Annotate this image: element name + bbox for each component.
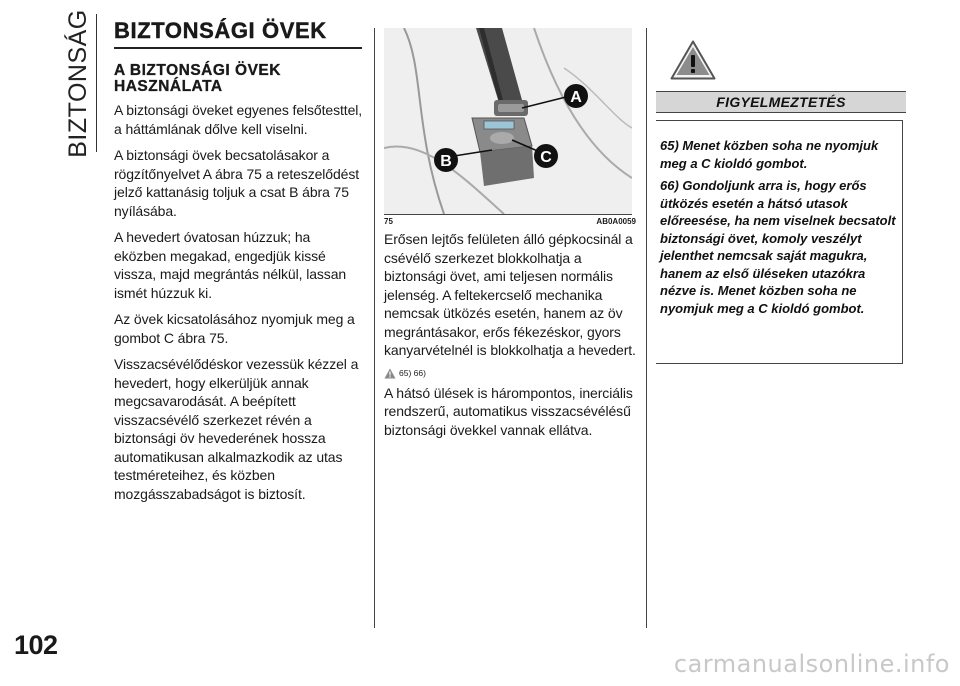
column-divider: [374, 28, 375, 628]
column-divider: [646, 28, 647, 628]
seatbelt-illustration: [384, 28, 632, 214]
watermark: carmanualsonline.info: [673, 650, 950, 678]
page-number: 102: [14, 630, 58, 660]
section-tab-rule: [96, 14, 97, 152]
figure-number: 75: [384, 217, 393, 226]
warning-item: [660, 177, 900, 317]
figure-label-c: [534, 144, 558, 168]
svg-text:B: B: [440, 153, 452, 170]
paragraph: Erősen lejtős felületen álló gépkocsinál a csévélő szerkezet blokkolhatja a biztonsági övet, ami teljesen normális jelenség. A feltekercselő mechanika nemcsak ütközés esetén, hanem az öv megrántásakor, erős fékezéskor, gyors kanyarvételnél is blokkolhatja a hevedert.: [384, 231, 636, 358]
figure-rule: [384, 214, 632, 215]
figure-label-a: [564, 84, 588, 108]
warning-triangle-icon: [384, 368, 396, 379]
paragraph: A biztonsági övek becsatolásakor a rögzítőnyelvet A ábra 75 a reteszelődést jelző kattanásig toljuk a csat B ábra 75 nyílásába.: [114, 147, 360, 219]
warning-item: [660, 137, 900, 172]
paragraph: Visszacsévélődéskor vezessük kézzel a hevedert, hogy elkerüljük annak megcsavarodását. A beépített visszacsévélő szerkezet révén a biztonsági öv hevederének hossza automatikusan alkalmazkodik az utas testméreteihez, és közben mozgásszabadságot is biztosít.: [114, 356, 359, 502]
figure-label-b: [434, 148, 458, 172]
warning-triangle-icon: [670, 40, 716, 80]
paragraph: Az övek kicsatolásához nyomjuk meg a gombot C ábra 75.: [114, 311, 355, 346]
column-1: [114, 18, 364, 511]
svg-text:A: A: [570, 89, 582, 106]
figure-caption: [384, 217, 636, 226]
warning-reference: [384, 368, 636, 379]
section-tab-label: BIZTONSÁG: [63, 8, 92, 158]
section-tab: [63, 8, 92, 158]
paragraph: A hevedert óvatosan húzzuk; ha eközben megakad, engedjük kissé vissza, majd megrántás nélkül, lassan ismét húzzuk ki.: [114, 229, 347, 301]
warning-title-bar: [656, 91, 906, 113]
paragraph: A hátsó ülések is hárompontos, inerciális rendszerű, automatikus visszacsévélésű biztonsági övekkel vannak ellátva.: [384, 384, 633, 438]
page-heading: BIZTONSÁGI ÖVEK: [114, 18, 362, 49]
paragraph: A biztonsági öveket egyenes felsőtesttel, a háttámlának dőlve kell viselni.: [114, 102, 363, 137]
warning-item-number: 66): [660, 178, 679, 193]
warning-title: FIGYELMEZTETÉS: [716, 94, 846, 110]
column-2: [384, 28, 636, 447]
warning-item-text: Menet közben soha ne nyomjuk meg a C kioldó gombot.: [660, 138, 879, 171]
seatbelt-figure: [384, 28, 632, 214]
warning-item-number: 65): [660, 138, 679, 153]
warning-box: [656, 120, 903, 364]
svg-text:C: C: [540, 149, 552, 166]
warning-item-text: Gondoljunk arra is, hogy erős ütközés esetén a hátsó utasok előreesése, ha nem viselnek becsatolt biztonsági övet, komoly veszélyt jelenthet nemcsak saját magukra, hanem az első üléseken utazókra nézve is. Menet közben soha ne nyomjuk meg a C kioldó gombot.: [660, 178, 896, 316]
figure-code: AB0A0059: [596, 217, 636, 226]
warning-reference-numbers: 65) 66): [399, 368, 426, 378]
section-subheading: A BIZTONSÁGI ÖVEK HASZNÁLATA: [114, 62, 281, 95]
